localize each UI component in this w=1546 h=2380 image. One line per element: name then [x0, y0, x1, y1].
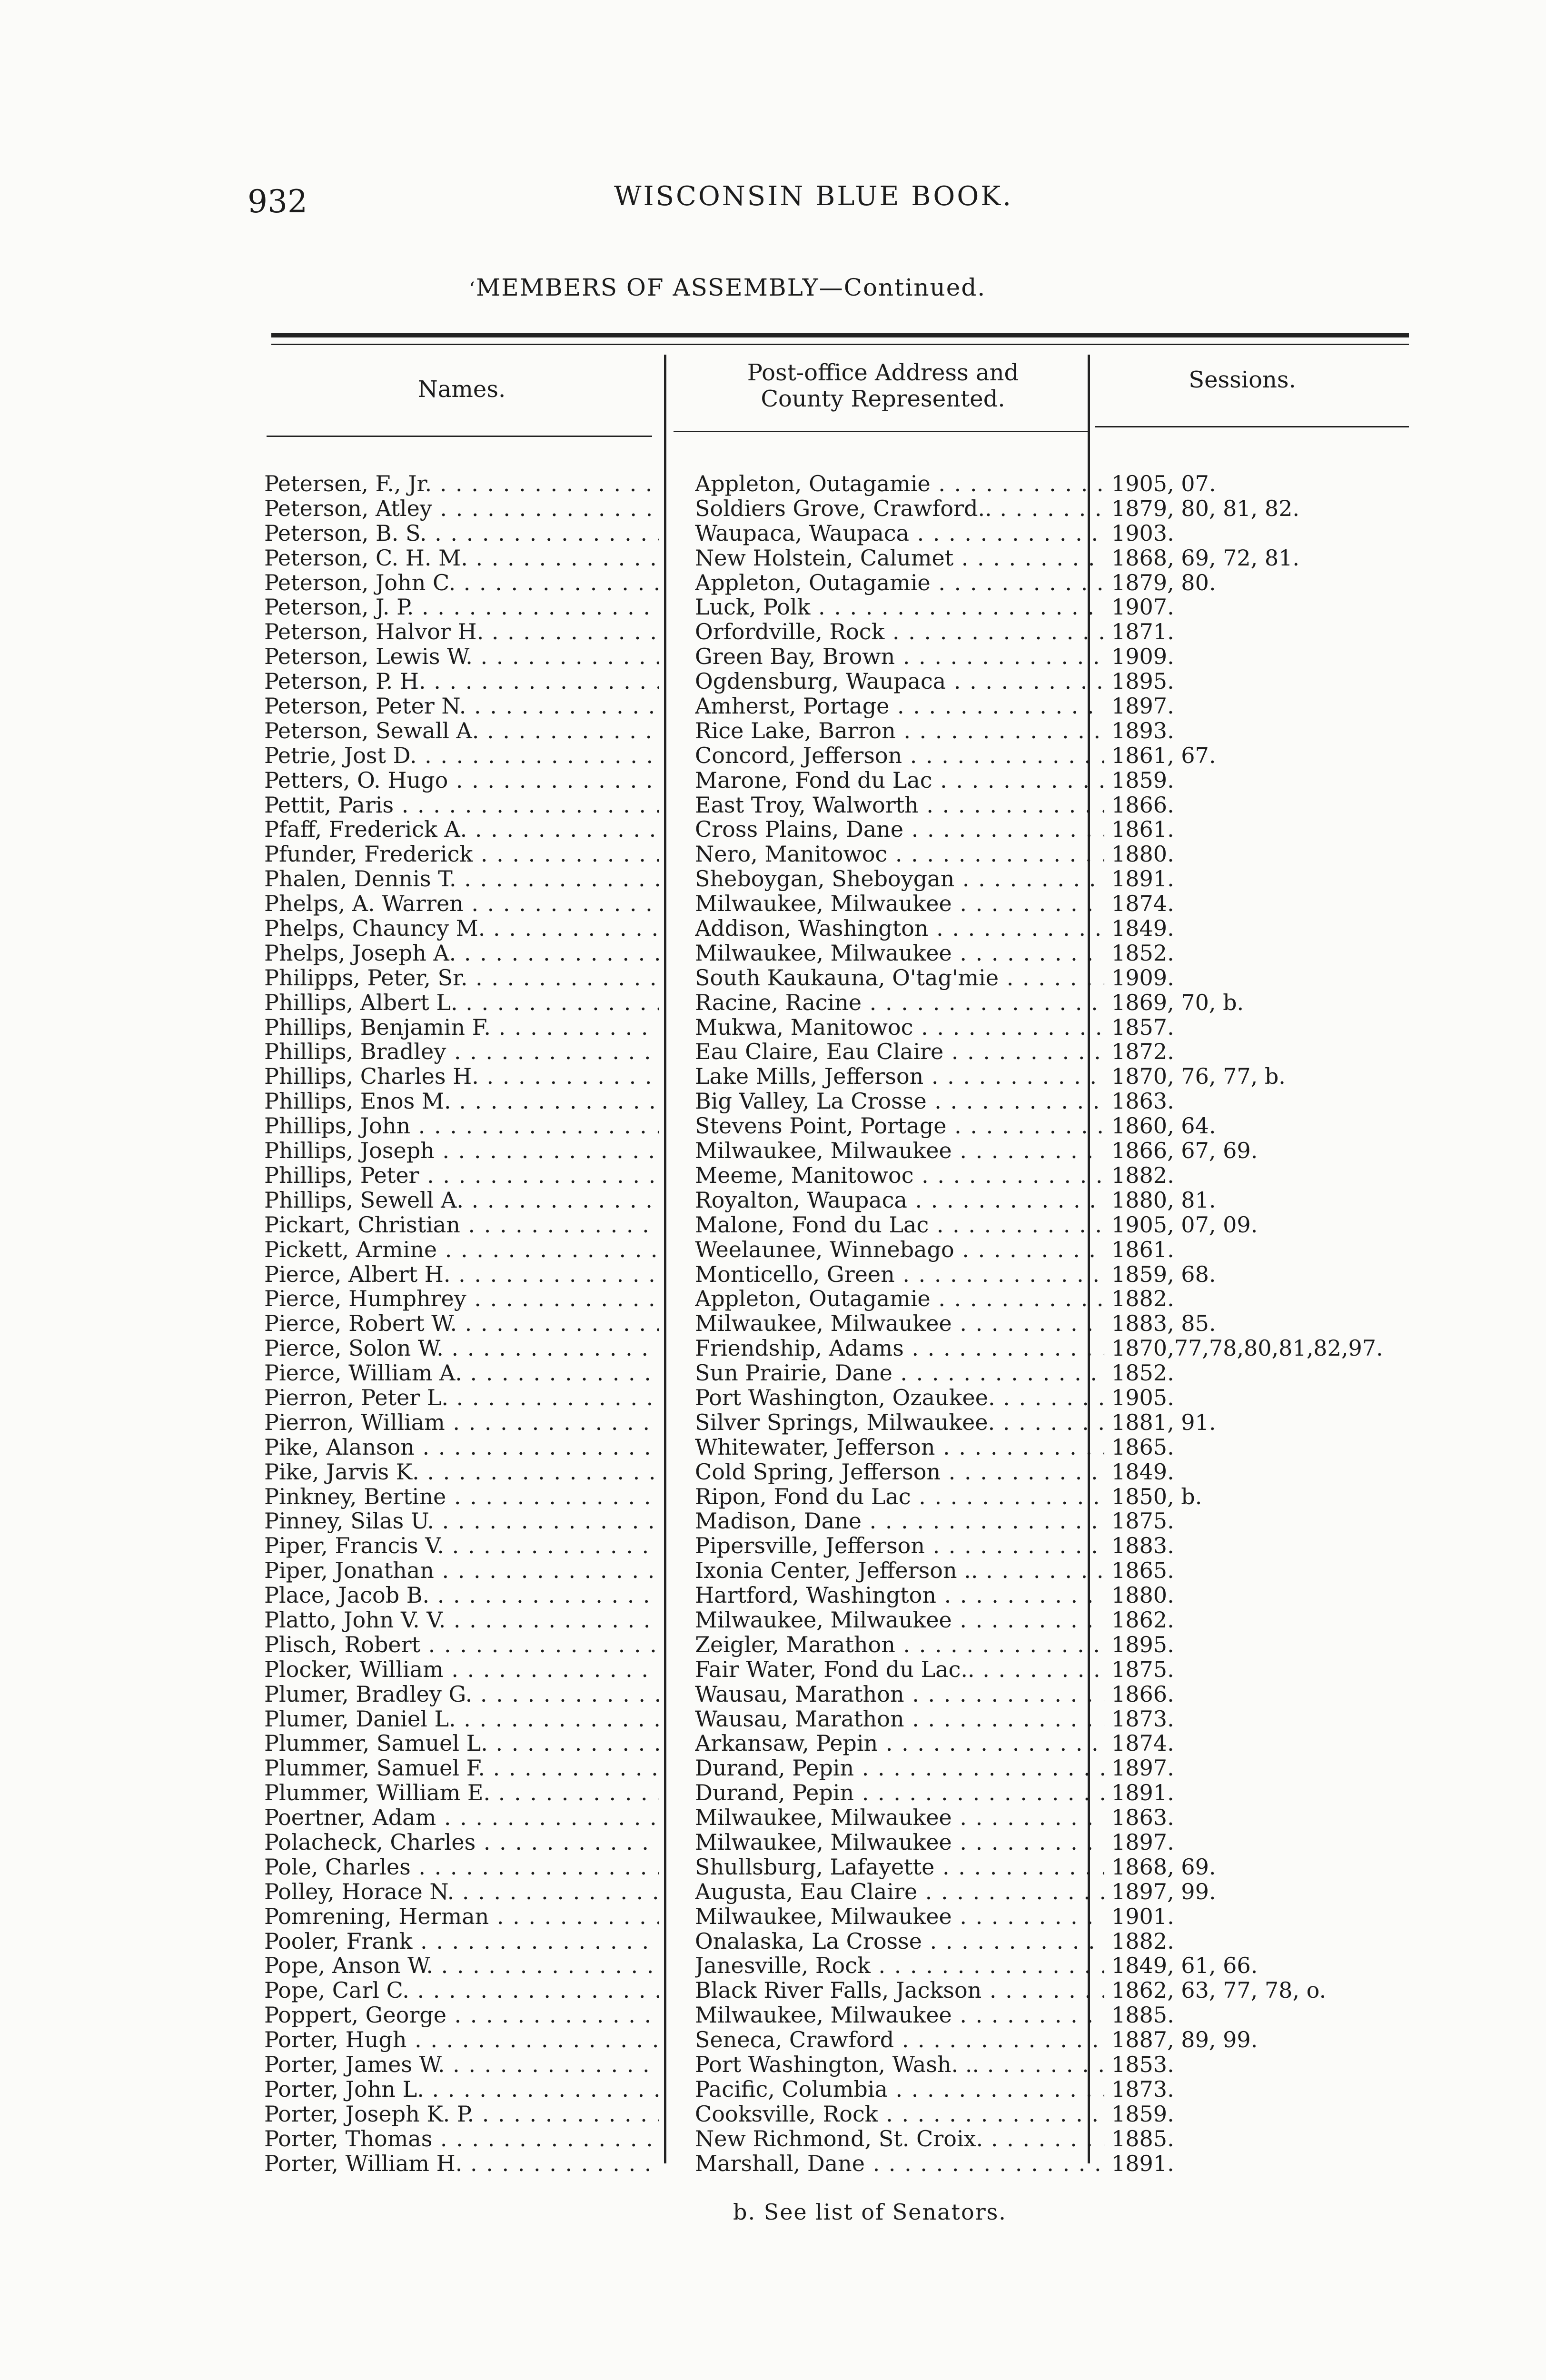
member-name: Pierce, Robert W. . . .	[264, 1311, 659, 1336]
member-name: Porter, Joseph K. P. . . .	[264, 2102, 659, 2126]
post-office-address: Cold Spring, Jefferson . . .	[695, 1459, 1104, 1484]
post-office-address: Appleton, Outagamie . . .	[695, 570, 1104, 595]
sessions-value: 1869, 70, b.	[1111, 990, 1244, 1015]
sessions-value: 1880, 81.	[1111, 1187, 1216, 1212]
sessions-value: 1895.	[1111, 1632, 1174, 1657]
sessions-value: 1865.	[1111, 1558, 1174, 1583]
member-name: Porter, John L. . . .	[264, 2077, 659, 2102]
post-office-address: Orfordville, Rock . . .	[695, 619, 1104, 644]
sessions-value: 1895.	[1111, 669, 1174, 694]
member-name: Polley, Horace N. . . .	[264, 1879, 659, 1904]
post-office-address: Hartford, Washington . . .	[695, 1583, 1104, 1607]
table-row	[0, 619, 1546, 644]
post-office-address: Arkansaw, Pepin . . .	[695, 1731, 1104, 1755]
sessions-value: 1885.	[1111, 2003, 1174, 2028]
post-office-address: Whitewater, Jefferson . . .	[695, 1435, 1104, 1459]
member-name: Pierce, Solon W. . . .	[264, 1336, 659, 1360]
page-number: 932	[248, 183, 307, 220]
sessions-value: 1853.	[1111, 2052, 1174, 2077]
sessions-value: 1897.	[1111, 1829, 1174, 1854]
post-office-address: Soldiers Grove, Crawford.. . . .	[695, 496, 1104, 521]
table-row	[0, 1755, 1546, 1780]
sessions-value: 1880.	[1111, 1583, 1174, 1608]
member-name: Platto, John V. V. . . .	[264, 1607, 659, 1632]
table-row	[0, 521, 1546, 545]
member-name: Pooler, Frank . . .	[264, 1929, 659, 1954]
table-row	[0, 1682, 1546, 1706]
table-row	[0, 1336, 1546, 1360]
sessions-value: 1870, 76, 77, b.	[1111, 1064, 1286, 1089]
member-name: Porter, James W. . . .	[264, 2052, 659, 2077]
member-name: Phillips, Peter . . .	[264, 1163, 659, 1188]
sessions-value: 1905.	[1111, 1385, 1174, 1410]
post-office-address: Weelaunee, Winnebago . . .	[695, 1237, 1104, 1262]
column-header-address-line1: Post-office Address and	[747, 359, 1019, 386]
table-row	[0, 1163, 1546, 1188]
member-name: Pinkney, Bertine . . .	[264, 1484, 659, 1509]
member-name: Phelps, Joseph A. . . .	[264, 941, 659, 965]
member-name: Phalen, Dennis T. . . .	[264, 866, 659, 891]
sessions-value: 1849, 61, 66.	[1111, 1953, 1258, 1978]
post-office-address: Ripon, Fond du Lac . . .	[695, 1484, 1104, 1509]
post-office-address: Milwaukee, Milwaukee . . .	[695, 1904, 1104, 1929]
post-office-address: Cross Plains, Dane . . .	[695, 817, 1104, 842]
post-office-address: Fair Water, Fond du Lac.. . . .	[695, 1657, 1104, 1682]
sessions-value: 1881, 91.	[1111, 1409, 1216, 1435]
sessions-value: 1891.	[1111, 866, 1174, 892]
section-title: MEMBERS OF ASSEMBLY—Continued.	[476, 274, 986, 301]
table-row	[0, 1929, 1546, 1954]
member-name: Petrie, Jost D. . . .	[264, 743, 659, 768]
sessions-value: 1866.	[1111, 792, 1174, 817]
sessions-value: 1862, 63, 77, 78, o.	[1111, 1978, 1327, 2003]
table-row	[0, 1113, 1546, 1138]
table-row	[0, 2027, 1546, 2052]
sessions-value: 1868, 69.	[1111, 1854, 1216, 1879]
sessions-value: 1866, 67, 69.	[1111, 1138, 1258, 1163]
sessions-value: 1849.	[1111, 916, 1174, 941]
table-row	[0, 817, 1546, 842]
sessions-value: 1850, b.	[1111, 1484, 1202, 1509]
table-row	[0, 1731, 1546, 1755]
sessions-value: 1849.	[1111, 1459, 1174, 1484]
post-office-address: Sun Prairie, Dane . . .	[695, 1360, 1104, 1385]
member-name: Phillips, Bradley . . .	[264, 1039, 659, 1064]
post-office-address: Cooksville, Rock . . .	[695, 2102, 1104, 2126]
member-name: Pierce, William A. . . .	[264, 1360, 659, 1385]
sessions-value: 1897.	[1111, 1755, 1174, 1781]
sessions-value: 1882.	[1111, 1162, 1174, 1188]
post-office-address: Silver Springs, Milwaukee. . . .	[695, 1410, 1104, 1435]
member-name: Peterson, C. H. M. . . .	[264, 545, 659, 570]
post-office-address: Eau Claire, Eau Claire . . .	[695, 1039, 1104, 1064]
member-name: Pike, Alanson . . .	[264, 1435, 659, 1459]
table-row	[0, 1805, 1546, 1830]
post-office-address: Appleton, Outagamie . . .	[695, 471, 1104, 496]
post-office-address: Marshall, Dane . . .	[695, 2151, 1104, 2176]
table-row	[0, 941, 1546, 965]
sessions-value: 1872.	[1111, 1039, 1174, 1064]
member-name: Pierce, Albert H. . . .	[264, 1262, 659, 1287]
post-office-address: Milwaukee, Milwaukee . . .	[695, 1830, 1104, 1854]
sessions-value: 1909.	[1111, 644, 1174, 669]
member-name: Pierron, Peter L. . . .	[264, 1385, 659, 1410]
post-office-address: Lake Mills, Jefferson . . .	[695, 1064, 1104, 1089]
member-name: Porter, Hugh . . .	[264, 2027, 659, 2052]
table-row	[0, 2102, 1546, 2126]
post-office-address: Ogdensburg, Waupaca . . .	[695, 669, 1104, 694]
table-row	[0, 1089, 1546, 1113]
post-office-address: Concord, Jefferson . . .	[695, 743, 1104, 768]
post-office-address: New Richmond, St. Croix. . . .	[695, 2126, 1104, 2151]
sessions-value: 1883, 85.	[1111, 1311, 1216, 1336]
member-name: Peterson, Halvor H. . . .	[264, 619, 659, 644]
member-name: Pickart, Christian . . .	[264, 1212, 659, 1237]
member-name: Phillips, Enos M. . . .	[264, 1089, 659, 1113]
table-row	[0, 1311, 1546, 1336]
member-name: Peterson, B. S. . . .	[264, 521, 659, 545]
table-row	[0, 1508, 1546, 1533]
member-name: Pomrening, Herman . . .	[264, 1904, 659, 1929]
table-row	[0, 496, 1546, 521]
table-row	[0, 2052, 1546, 2077]
member-name: Phillips, Charles H. . . .	[264, 1064, 659, 1089]
member-name: Pope, Anson W. . . .	[264, 1953, 659, 1978]
footnote: b. See list of Senators.	[733, 2199, 1007, 2225]
post-office-address: Monticello, Green . . .	[695, 1262, 1104, 1287]
table-row	[0, 1632, 1546, 1657]
table-row	[0, 916, 1546, 941]
post-office-address: Racine, Racine . . .	[695, 990, 1104, 1015]
post-office-address: Luck, Polk . . .	[695, 595, 1104, 619]
member-name: Petersen, F., Jr. . . .	[264, 471, 659, 496]
sessions-value: 1859, 68.	[1111, 1261, 1216, 1287]
post-office-address: Pipersville, Jefferson . . .	[695, 1533, 1104, 1558]
sessions-value: 1897.	[1111, 694, 1174, 719]
member-name: Pfunder, Frederick . . .	[264, 842, 659, 866]
sessions-value: 1887, 89, 99.	[1111, 2027, 1258, 2053]
member-name: Petters, O. Hugo . . .	[264, 768, 659, 793]
sessions-value: 1868, 69, 72, 81.	[1111, 545, 1300, 570]
sessions-value: 1857.	[1111, 1014, 1174, 1040]
member-name: Peterson, P. H. . . .	[264, 669, 659, 694]
sessions-value: 1859.	[1111, 2101, 1174, 2126]
member-name: Peterson, J. P. . . .	[264, 595, 659, 619]
column-header-names: Names.	[417, 376, 506, 403]
table-row	[0, 743, 1546, 768]
members-table	[0, 471, 1546, 2175]
member-name: Polacheck, Charles . . .	[264, 1830, 659, 1854]
table-row	[0, 1558, 1546, 1583]
table-row	[0, 1830, 1546, 1854]
sessions-value: 1882.	[1111, 1286, 1174, 1311]
member-name: Pettit, Paris . . .	[264, 793, 659, 817]
table-row	[0, 768, 1546, 793]
table-row	[0, 1138, 1546, 1163]
member-name: Peterson, Lewis W. . . .	[264, 644, 659, 669]
table-row	[0, 694, 1546, 718]
table-row	[0, 866, 1546, 891]
table-row	[0, 1262, 1546, 1287]
post-office-address: Friendship, Adams . . .	[695, 1336, 1104, 1360]
post-office-address: Pacific, Columbia . . .	[695, 2077, 1104, 2102]
post-office-address: Milwaukee, Milwaukee . . .	[695, 941, 1104, 965]
table-row	[0, 1583, 1546, 1607]
member-name: Plummer, Samuel L. . . .	[264, 1731, 659, 1755]
table-row	[0, 644, 1546, 669]
post-office-address: Stevens Point, Portage . . .	[695, 1113, 1104, 1138]
header-rule-names	[267, 436, 652, 437]
post-office-address: Seneca, Crawford . . .	[695, 2027, 1104, 2052]
member-name: Peterson, Sewall A. . . .	[264, 718, 659, 743]
sessions-value: 1897, 99.	[1111, 1879, 1216, 1904]
post-office-address: Ixonia Center, Jefferson .. . . .	[695, 1558, 1104, 1583]
member-name: Pickett, Armine . . .	[264, 1237, 659, 1262]
member-name: Pike, Jarvis K. . . .	[264, 1459, 659, 1484]
top-rule-thick	[271, 333, 1409, 337]
post-office-address: Madison, Dane . . .	[695, 1508, 1104, 1533]
sessions-value: 1907.	[1111, 595, 1174, 620]
post-office-address: Green Bay, Brown . . .	[695, 644, 1104, 669]
post-office-address: Meeme, Manitowoc . . .	[695, 1163, 1104, 1188]
table-row	[0, 2077, 1546, 2102]
sessions-value: 1879, 80.	[1111, 570, 1216, 595]
sessions-value: 1863.	[1111, 1089, 1174, 1114]
table-row	[0, 1459, 1546, 1484]
post-office-address: Rice Lake, Barron . . .	[695, 718, 1104, 743]
member-name: Plisch, Robert . . .	[264, 1632, 659, 1657]
member-name: Peterson, Peter N. . . .	[264, 694, 659, 718]
sessions-value: 1871.	[1111, 619, 1174, 645]
table-row	[0, 1780, 1546, 1805]
top-rule-thin	[271, 344, 1409, 345]
post-office-address: Durand, Pepin . . .	[695, 1755, 1104, 1780]
sessions-value: 1885.	[1111, 2126, 1174, 2151]
post-office-address: Amherst, Portage . . .	[695, 694, 1104, 718]
sessions-value: 1875.	[1111, 1508, 1174, 1534]
sessions-value: 1862.	[1111, 1607, 1174, 1632]
sessions-value: 1879, 80, 81, 82.	[1111, 496, 1300, 521]
post-office-address: Nero, Manitowoc . . .	[695, 842, 1104, 866]
table-row	[0, 990, 1546, 1015]
sessions-value: 1903.	[1111, 520, 1174, 545]
column-header-address-line2: County Represented.	[761, 386, 1005, 412]
member-name: Pope, Carl C. . . .	[264, 1978, 659, 2003]
sessions-value: 1883.	[1111, 1533, 1174, 1558]
section-mark: ‘	[469, 278, 475, 300]
table-row	[0, 1188, 1546, 1212]
sessions-value: 1893.	[1111, 718, 1174, 743]
header-rule-sessions	[1095, 426, 1409, 427]
sessions-value: 1873.	[1111, 2076, 1174, 2102]
post-office-address: Port Washington, Ozaukee. . . .	[695, 1385, 1104, 1410]
sessions-value: 1901.	[1111, 1904, 1174, 1929]
member-name: Phillips, Joseph . . .	[264, 1138, 659, 1163]
member-name: Poppert, George . . .	[264, 2003, 659, 2027]
member-name: Phillips, Benjamin F. . . .	[264, 1015, 659, 1040]
table-row	[0, 1237, 1546, 1262]
table-row	[0, 1706, 1546, 1731]
member-name: Pinney, Silas U. . . .	[264, 1508, 659, 1533]
post-office-address: Milwaukee, Milwaukee . . .	[695, 891, 1104, 916]
post-office-address: Port Washington, Wash. .. . . .	[695, 2052, 1104, 2077]
table-row	[0, 1904, 1546, 1929]
table-row	[0, 1978, 1546, 2003]
member-name: Peterson, Atley . . .	[264, 496, 659, 521]
post-office-address: Malone, Fond du Lac . . .	[695, 1212, 1104, 1237]
table-row	[0, 1064, 1546, 1089]
member-name: Philipps, Peter, Sr. . . .	[264, 965, 659, 990]
table-row	[0, 1360, 1546, 1385]
post-office-address: Milwaukee, Milwaukee . . .	[695, 1138, 1104, 1163]
post-office-address: Waupaca, Waupaca . . .	[695, 521, 1104, 545]
post-office-address: Milwaukee, Milwaukee . . .	[695, 1311, 1104, 1336]
post-office-address: Milwaukee, Milwaukee . . .	[695, 1805, 1104, 1830]
member-name: Plumer, Bradley G. . . .	[264, 1682, 659, 1706]
sessions-value: 1891.	[1111, 1780, 1174, 1805]
member-name: Porter, William H. . . .	[264, 2151, 659, 2176]
post-office-address: Marone, Fond du Lac . . .	[695, 768, 1104, 793]
table-row	[0, 545, 1546, 570]
member-name: Plumer, Daniel L. . . .	[264, 1706, 659, 1731]
member-name: Piper, Jonathan . . .	[264, 1558, 659, 1583]
table-row	[0, 1854, 1546, 1879]
table-row	[0, 1657, 1546, 1682]
post-office-address: Appleton, Outagamie . . .	[695, 1286, 1104, 1311]
table-row	[0, 842, 1546, 866]
sessions-value: 1891.	[1111, 2151, 1174, 2176]
table-row	[0, 595, 1546, 619]
post-office-address: Janesville, Rock . . .	[695, 1953, 1104, 1978]
member-name: Phillips, Albert L. . . .	[264, 990, 659, 1015]
table-row	[0, 1533, 1546, 1558]
table-row	[0, 1039, 1546, 1064]
table-row	[0, 965, 1546, 990]
sessions-value: 1870,77,78,80,81,82,97.	[1111, 1336, 1383, 1361]
post-office-address: Mukwa, Manitowoc . . .	[695, 1015, 1104, 1040]
post-office-address: Zeigler, Marathon . . .	[695, 1632, 1104, 1657]
table-row	[0, 1953, 1546, 1978]
member-name: Phillips, Sewell A. . . .	[264, 1188, 659, 1212]
sessions-value: 1861, 67.	[1111, 743, 1216, 768]
post-office-address: Addison, Washington . . .	[695, 916, 1104, 941]
table-row	[0, 1015, 1546, 1040]
member-name: Pole, Charles . . .	[264, 1854, 659, 1879]
sessions-value: 1852.	[1111, 1360, 1174, 1386]
column-header-sessions: Sessions.	[1189, 367, 1296, 393]
table-row	[0, 669, 1546, 694]
sessions-value: 1865.	[1111, 1434, 1174, 1459]
post-office-address: Sheboygan, Sheboygan . . .	[695, 866, 1104, 891]
table-row	[0, 793, 1546, 817]
member-name: Peterson, John C. . . .	[264, 570, 659, 595]
post-office-address: Milwaukee, Milwaukee . . .	[695, 2003, 1104, 2027]
sessions-value: 1866.	[1111, 1681, 1174, 1706]
table-row	[0, 2126, 1546, 2151]
post-office-address: Augusta, Eau Claire . . .	[695, 1879, 1104, 1904]
post-office-address: South Kaukauna, O'tag'mie . . .	[695, 965, 1104, 990]
table-row	[0, 1435, 1546, 1459]
table-row	[0, 1410, 1546, 1435]
sessions-value: 1859.	[1111, 767, 1174, 793]
table-row	[0, 1212, 1546, 1237]
member-name: Plummer, Samuel F. . . .	[264, 1755, 659, 1780]
post-office-address: Black River Falls, Jackson . . .	[695, 1978, 1104, 2003]
table-row	[0, 2151, 1546, 2176]
member-name: Pierron, William . . .	[264, 1410, 659, 1435]
member-name: Porter, Thomas . . .	[264, 2126, 659, 2151]
running-title: WISCONSIN BLUE BOOK.	[614, 181, 1013, 212]
post-office-address: Shullsburg, Lafayette . . .	[695, 1854, 1104, 1879]
header-rule-address	[674, 431, 1088, 432]
sessions-value: 1873.	[1111, 1706, 1174, 1731]
table-row	[0, 891, 1546, 916]
member-name: Pfaff, Frederick A. . . .	[264, 817, 659, 842]
post-office-address: Royalton, Waupaca . . .	[695, 1188, 1104, 1212]
table-row	[0, 718, 1546, 743]
sessions-value: 1852.	[1111, 940, 1174, 965]
sessions-value: 1860, 64.	[1111, 1113, 1216, 1139]
sessions-value: 1880.	[1111, 842, 1174, 867]
member-name: Phelps, Chauncy M. . . .	[264, 916, 659, 941]
table-row	[0, 1286, 1546, 1311]
post-office-address: Wausau, Marathon . . .	[695, 1706, 1104, 1731]
post-office-address: East Troy, Walworth . . .	[695, 793, 1104, 817]
sessions-value: 1863.	[1111, 1805, 1174, 1830]
post-office-address: Big Valley, La Crosse . . .	[695, 1089, 1104, 1113]
sessions-value: 1861.	[1111, 817, 1174, 842]
table-row	[0, 1484, 1546, 1509]
sessions-value: 1905, 07.	[1111, 471, 1216, 496]
sessions-value: 1905, 07, 09.	[1111, 1212, 1258, 1237]
post-office-address: Milwaukee, Milwaukee . . .	[695, 1607, 1104, 1632]
post-office-address: Wausau, Marathon . . .	[695, 1682, 1104, 1706]
table-row	[0, 1879, 1546, 1904]
member-name: Place, Jacob B. . . .	[264, 1583, 659, 1607]
member-name: Phillips, John . . .	[264, 1113, 659, 1138]
member-name: Piper, Francis V. . . .	[264, 1533, 659, 1558]
table-row	[0, 570, 1546, 595]
table-row	[0, 471, 1546, 496]
sessions-value: 1882.	[1111, 1928, 1174, 1954]
post-office-address: Durand, Pepin . . .	[695, 1780, 1104, 1805]
table-row	[0, 1607, 1546, 1632]
sessions-value: 1861.	[1111, 1237, 1174, 1262]
member-name: Pierce, Humphrey . . .	[264, 1286, 659, 1311]
table-row	[0, 2003, 1546, 2027]
member-name: Phelps, A. Warren . . .	[264, 891, 659, 916]
sessions-value: 1875.	[1111, 1656, 1174, 1682]
table-row	[0, 1385, 1546, 1410]
sessions-value: 1874.	[1111, 1731, 1174, 1756]
post-office-address: New Holstein, Calumet . . .	[695, 545, 1104, 570]
sessions-value: 1909.	[1111, 965, 1174, 990]
member-name: Plocker, William . . .	[264, 1657, 659, 1682]
member-name: Plummer, William E. . . .	[264, 1780, 659, 1805]
member-name: Poertner, Adam . . .	[264, 1805, 659, 1830]
post-office-address: Onalaska, La Crosse . . .	[695, 1929, 1104, 1954]
sessions-value: 1874.	[1111, 891, 1174, 916]
